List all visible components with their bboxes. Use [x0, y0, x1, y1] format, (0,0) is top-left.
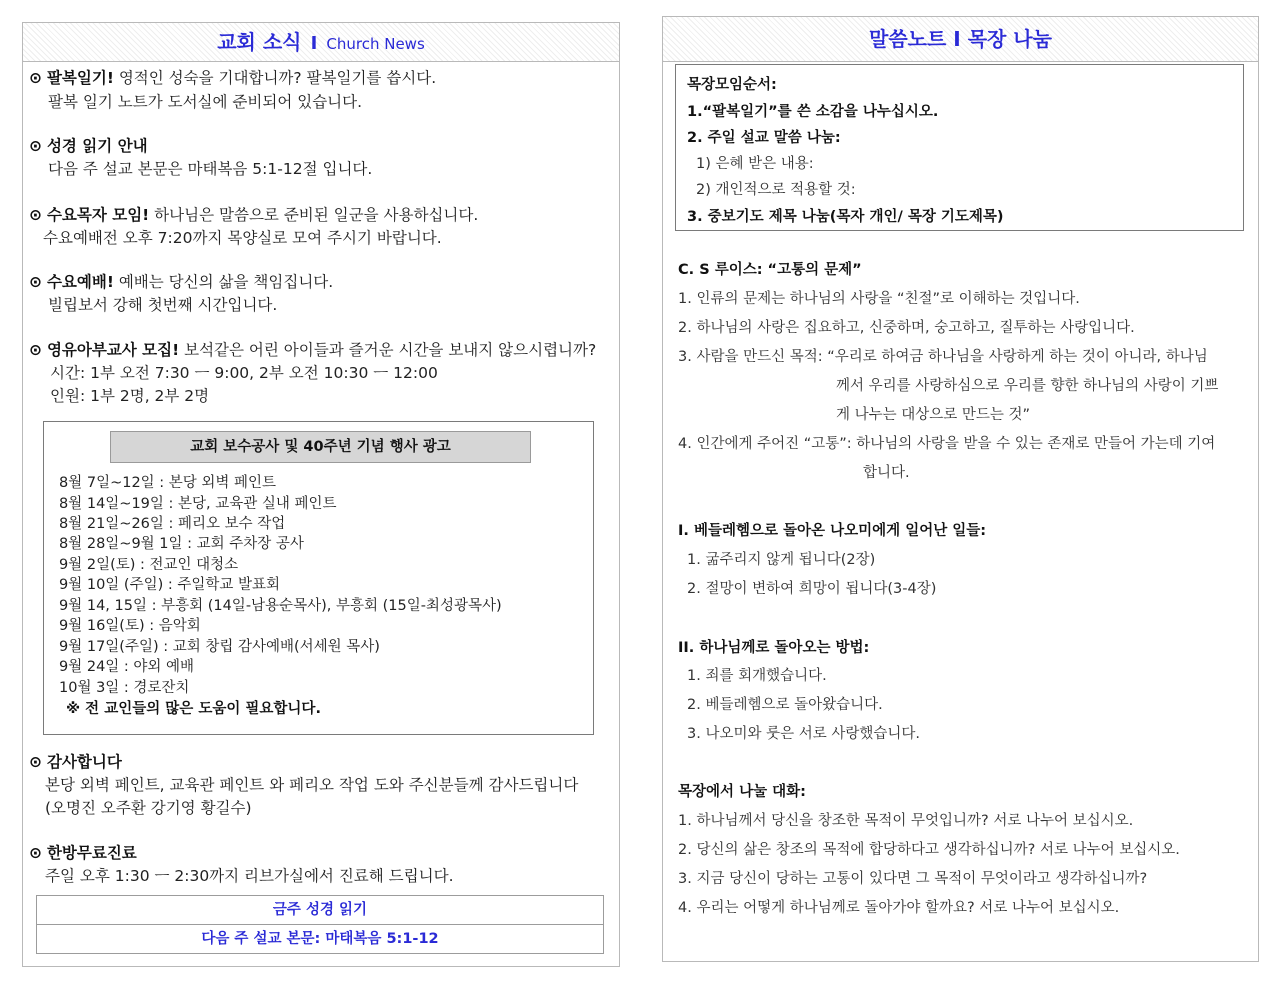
lewis-item: 1. 인류의 문제는 하나님의 사랑을 “친절”로 이해하는 것입니다.: [678, 291, 1080, 307]
news-item-detail: (오명진 오주환 강기영 황길수): [45, 799, 252, 817]
news-item-detail: 빌립보서 강해 첫번째 시간입니다.: [48, 296, 278, 314]
event-item: 10월 3일 : 경로잔치: [59, 680, 190, 696]
bullet-icon: ⊙: [29, 206, 42, 224]
dialogue-question: 2. 당신의 삶은 창조의 목적에 합당하다고 생각하십니까? 서로 나누어 보십시오.: [678, 842, 1180, 858]
event-item: 8월 21일~26일 : 페리오 보수 작업: [59, 516, 286, 532]
lewis-item-continued: 게 나누는 대상으로 만드는 것”: [836, 407, 1031, 423]
meeting-order-title: 목장모임순서:: [687, 77, 777, 93]
news-item-thanks: [29, 750, 122, 772]
meeting-order-substep: 1) 은혜 받은 내용:: [696, 156, 814, 172]
lewis-item: 4. 인간에게 주어진 “고통”: 하나님의 사랑을 받을 수 있는 존재로 만들어 가는데 기여: [678, 436, 1216, 452]
news-item-title: 감사합니다: [46, 753, 122, 771]
meeting-order-step: 2. 주일 설교 말씀 나눔:: [687, 130, 841, 146]
news-item-title: 수요목자 모임!: [46, 206, 150, 224]
dialogue-question: 4. 우리는 어떻게 하나님께로 돌아가야 할까요? 서로 나누어 보십시오.: [678, 900, 1120, 916]
event-item: 8월 28일~9월 1일 : 교회 주차장 공사: [59, 536, 304, 552]
news-item-detail: 팔복 일기 노트가 도서실에 준비되어 있습니다.: [48, 93, 363, 111]
bullet-icon: ⊙: [29, 69, 42, 87]
news-item-detail: 다음 주 설교 본문은 마태복음 5:1-12절 입니다.: [48, 160, 373, 178]
news-item-detail: 본당 외벽 페인트, 교육관 페인트 와 페리오 작업 도와 주신분들께 감사드립니다: [45, 776, 579, 794]
church-news-title: 교회 소식: [217, 30, 302, 54]
renovation-notice-box: [43, 421, 594, 735]
lewis-section-title: C. S 루이스: “고통의 문제”: [678, 262, 862, 278]
sermon-note-title: 말씀노트 I 목장 나눔: [869, 27, 1052, 51]
event-item: 9월 2일(토) : 전교인 대청소: [59, 557, 239, 573]
news-item-title: 성경 읽기 안내: [46, 137, 148, 155]
renovation-notice-title: 교회 보수공사 및 40주년 기념 행사 광고: [110, 431, 531, 463]
lewis-item: 2. 하나님의 사랑은 집요하고, 신중하며, 숭고하고, 질투하는 사랑입니다.: [678, 320, 1135, 336]
event-item: 8월 14일~19일 : 본당, 교육관 실내 페인트: [59, 496, 337, 512]
bullet-icon: ⊙: [29, 844, 42, 862]
header-separator: I: [310, 33, 318, 54]
bullet-icon: ⊙: [29, 341, 42, 359]
bethlehem-item: 1. 굶주리지 않게 됩니다(2장): [687, 552, 876, 568]
news-item-detail: 주일 오후 1:30 ㅡ 2:30까지 리브가실에서 진료해 드립니다.: [45, 867, 454, 885]
news-item-wednesday-shepherds: [29, 203, 478, 225]
news-item-text: 예배는 당신의 삶을 책임집니다.: [113, 273, 334, 291]
event-item: 9월 16일(토) : 음악회: [59, 618, 201, 634]
returning-item: 3. 나오미와 룻은 서로 사랑했습니다.: [687, 726, 920, 742]
news-item-teacher-recruit: [29, 338, 596, 360]
sermon-note-header: [663, 17, 1258, 62]
dialogue-question: 3. 지금 당신이 당하는 고통이 있다면 그 목적이 무엇이라고 생각하십니까?: [678, 871, 1148, 887]
bullet-icon: ⊙: [29, 753, 42, 771]
church-news-subtitle: Church News: [326, 35, 425, 53]
event-item: 8월 7일~12일 : 본당 외벽 페인트: [59, 475, 277, 491]
event-item: 9월 14, 15일 : 부흥회 (14일-남용순목사), 부흥회 (15일-최성광목사): [59, 598, 502, 614]
news-item-detail: 인원: 1부 2명, 2부 2명: [50, 387, 210, 405]
news-item-text: 보석같은 어린 아이들과 즐거운 시간을 보내지 않으시렵니까?: [179, 341, 597, 359]
news-item-text: 영적인 성숙을 기대합니까? 팔복일기를 씁시다.: [113, 69, 437, 87]
sermon-note-panel: [662, 16, 1259, 962]
news-item-detail: 시간: 1부 오전 7:30 ㅡ 9:00, 2부 오전 10:30 ㅡ 12:00: [50, 364, 438, 382]
reading-table-row-this-week: 금주 성경 읽기: [36, 895, 604, 925]
lewis-item-continued: 합니다.: [863, 465, 910, 481]
news-item-text: 하나님은 말씀으로 준비된 일군을 사용하십니다.: [149, 206, 479, 224]
event-item: 9월 17일(주일) : 교회 창립 감사예배(서세원 목사): [59, 639, 380, 655]
meeting-order-substep: 2) 개인적으로 적용할 것:: [696, 182, 856, 198]
event-item: 9월 10일 (주일) : 주일학교 발표회: [59, 577, 280, 593]
dialogue-section-title: 목장에서 나눌 대화:: [678, 784, 806, 800]
news-item-title: 수요예배!: [46, 273, 114, 291]
bethlehem-section-title: I. 베들레헴으로 돌아온 나오미에게 일어난 일들:: [678, 523, 987, 539]
reading-table-row-next-sermon: 다음 주 설교 본문: 마태복음 5:1-12: [36, 924, 604, 954]
dialogue-question: 1. 하나님께서 당신을 창조한 목적이 무엇입니까? 서로 나누어 보십시오.: [678, 813, 1134, 829]
news-item-bible-reading: [29, 134, 148, 156]
event-item: 9월 24일 : 야외 예배: [59, 659, 195, 675]
news-item-title: 한방무료진료: [46, 844, 137, 862]
lewis-item-continued: 께서 우리를 사랑하심으로 우리를 향한 하나님의 사랑이 기쁘: [836, 378, 1219, 394]
church-news-header: [23, 23, 619, 62]
bullet-icon: ⊙: [29, 137, 42, 155]
meeting-order-step: 3. 중보기도 제목 나눔(목자 개인/ 목장 기도제목): [687, 209, 1004, 225]
meeting-order-step: 1.“팔복일기”를 쓴 소감을 나누십시오.: [687, 104, 939, 120]
church-news-panel: [22, 22, 620, 967]
bullet-icon: ⊙: [29, 273, 42, 291]
news-item-beatitudes: [29, 66, 436, 88]
returning-section-title: II. 하나님께로 돌아오는 방법:: [678, 640, 870, 656]
meeting-order-box: [675, 64, 1244, 231]
news-item-title: 영유아부교사 모집!: [46, 341, 180, 359]
lewis-item: 3. 사람을 만드신 목적: “우리로 하여금 하나님을 사랑하게 하는 것이 아니라, 하나님: [678, 349, 1208, 365]
returning-item: 1. 죄를 회개했습니다.: [687, 668, 827, 684]
news-item-wednesday-worship: [29, 270, 333, 292]
news-item-clinic: [29, 841, 137, 863]
news-item-title: 팔복일기!: [46, 69, 114, 87]
bethlehem-item: 2. 절망이 변하여 희망이 됩니다(3-4장): [687, 581, 937, 597]
news-item-detail: 수요예배전 오후 7:20까지 목양실로 모여 주시기 바랍니다.: [43, 229, 442, 247]
returning-item: 2. 베들레헴으로 돌아왔습니다.: [687, 697, 883, 713]
notice-footnote: ※ 전 교인들의 많은 도움이 필요합니다.: [66, 701, 321, 717]
